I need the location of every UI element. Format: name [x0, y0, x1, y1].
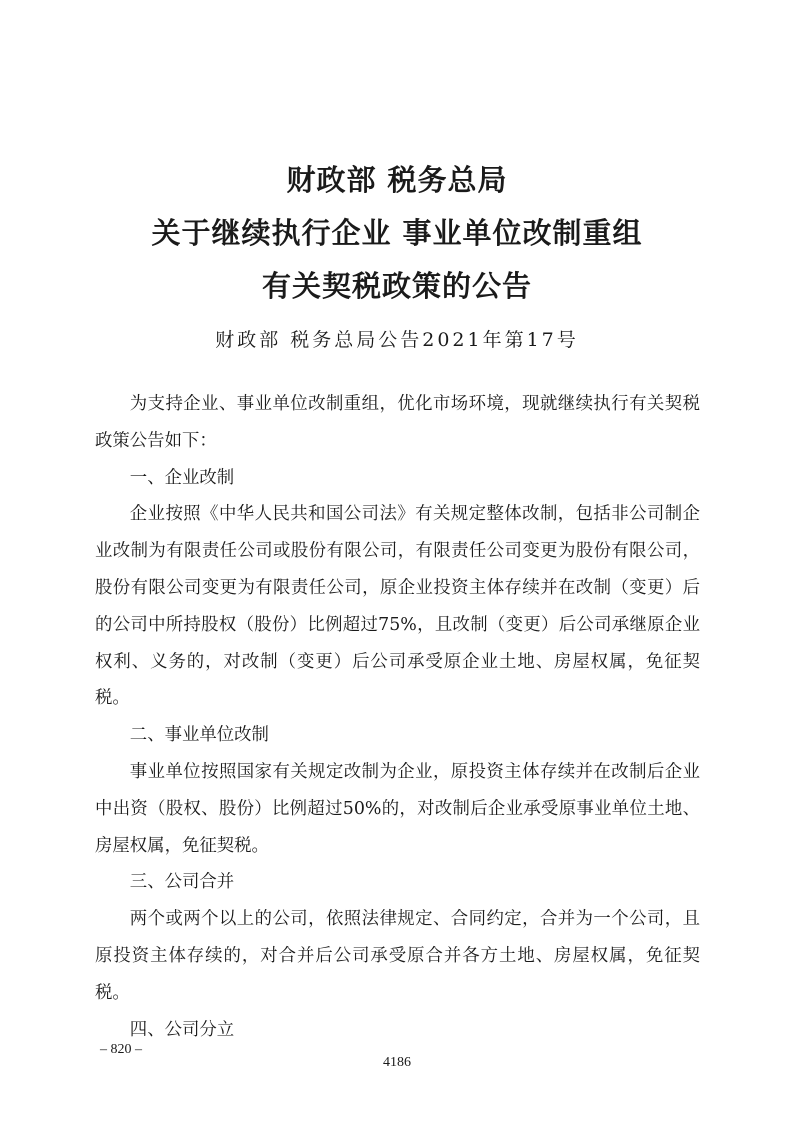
title-line-2: 关于继续执行企业 事业单位改制重组 — [151, 216, 643, 250]
page-number-center: 4186 — [383, 1055, 411, 1070]
title-line-1: 财政部 税务总局 — [286, 163, 508, 197]
document-body — [95, 386, 700, 1048]
section-1-paragraph: 企业按照《中华人民共和国公司法》有关规定整体改制，包括非公司制企业改制为有限责任公司或股份有限公司，有限责任公司变更为股份有限公司，股份有限公司变更为有限责任公司，原企业投资主体存续并在改制（变更）后的公司中所持股权（股份）比例超过75%，且改制（变更）后公司承继原企业权利、义务的，对改制（变更）后公司承受原企业土地、房屋权属，免征契税。 — [95, 504, 700, 709]
title-line-3: 有关契税政策的公告 — [261, 269, 532, 303]
section-2-paragraph: 事业单位按照国家有关规定改制为企业，原投资主体存续并在改制后企业中出资（股权、股份）比例超过50%的，对改制后企业承受原事业单位土地、房屋权属，免征契税。 — [95, 761, 700, 856]
section-4-heading: 四、公司分立 — [129, 1019, 235, 1040]
page-number-left: – 820 – — [100, 1042, 142, 1057]
section-3-paragraph: 两个或两个以上的公司，依照法律规定、合同约定，合并为一个公司，且原投资主体存续的，对合并后公司承受原合并各方土地、房屋权属，免征契税。 — [95, 909, 700, 1003]
document-number: 财政部 税务总局公告2021年第17号 — [215, 329, 579, 351]
section-3-heading: 三、公司合并 — [129, 872, 235, 893]
section-1-heading: 一、企业改制 — [129, 467, 235, 488]
intro-paragraph: 为支持企业、事业单位改制重组，优化市场环境，现就继续执行有关契税政策公告如下： — [95, 394, 700, 451]
section-2-heading: 二、事业单位改制 — [129, 725, 269, 746]
